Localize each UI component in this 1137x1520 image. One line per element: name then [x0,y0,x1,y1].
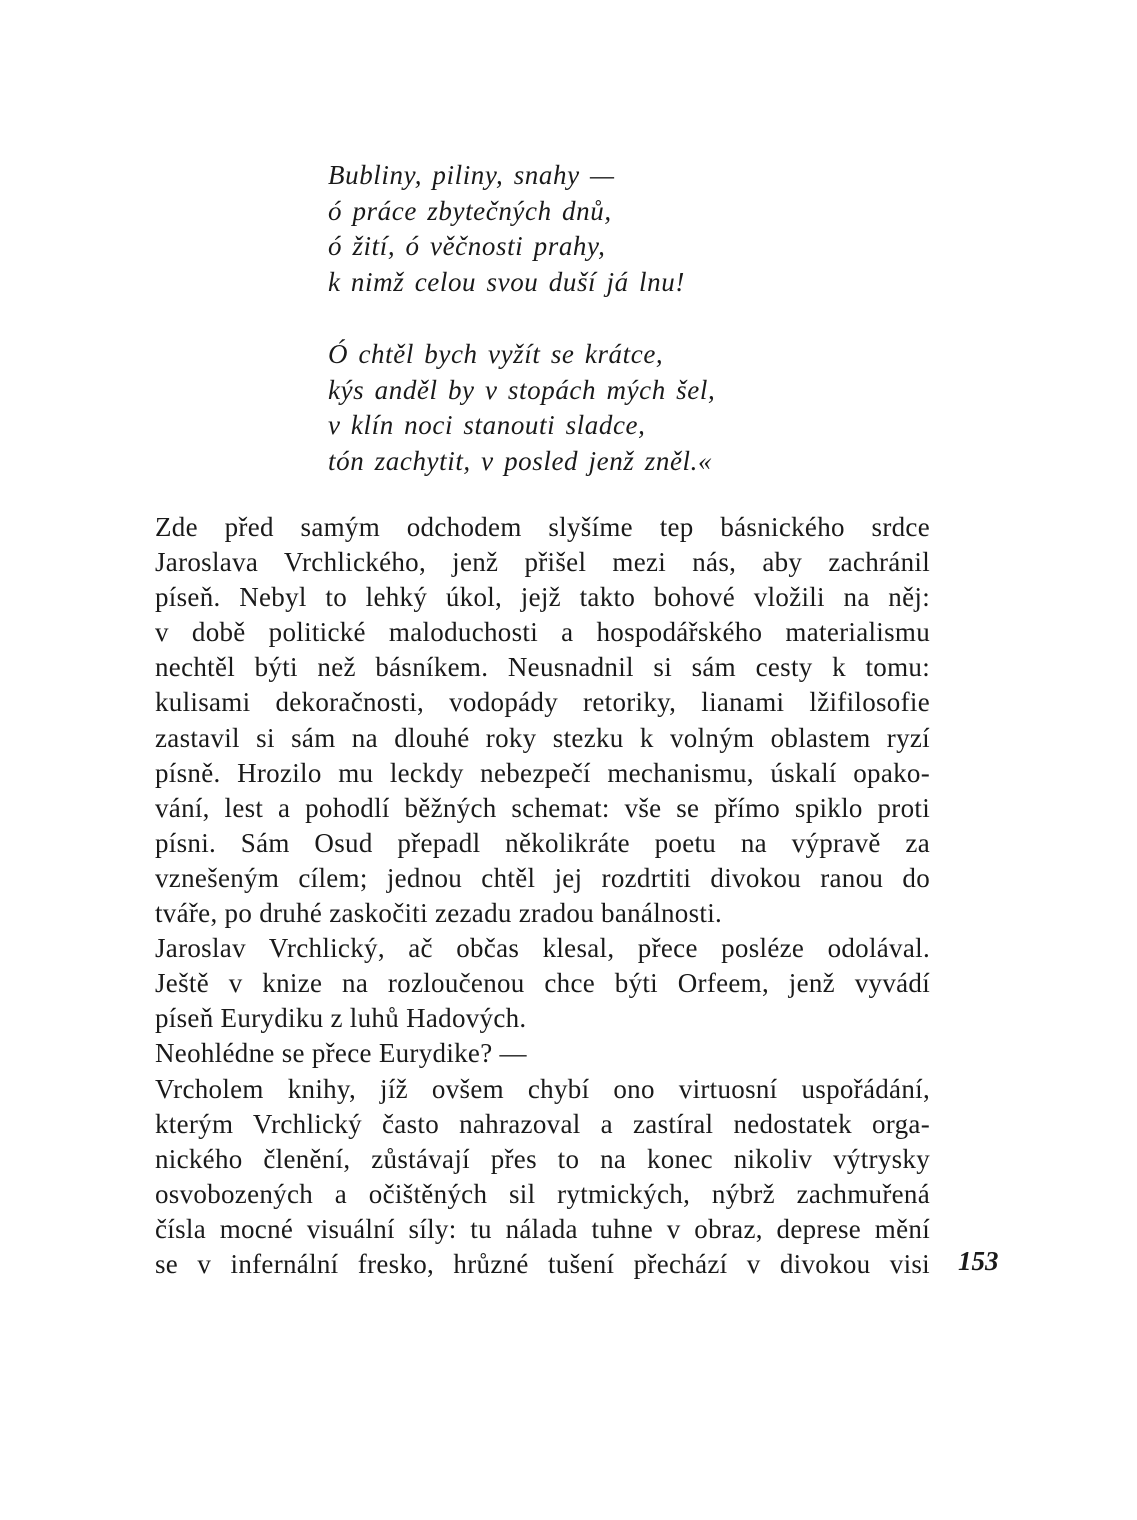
verse-line: Ó chtěl bych vyžít se krátce, [328,338,664,369]
paragraph-3 [155,1036,930,1071]
text-line: písni. Sám Osud přepadl několikráte poetu na výpravě za [155,827,930,858]
verse-line: v klín noci stanouti sladce, [328,410,646,441]
verse-line: ó práce zbytečných dnů, [328,195,612,226]
text-line: osvobozených a očištěných sil rytmických, nýbrž zachmuřená [155,1178,930,1209]
text-line: kulisami dekoračnosti, vodopády retoriky, lianami lžifilosofie [155,687,930,718]
verse-line: ó žití, ó věčnosti prahy, [328,231,606,262]
text-line: se v infernální fresko, hrůzné tušení přechází v divokou visi [155,1248,930,1279]
text-line: píseň Eurydiku z luhů Hadových. [155,1003,527,1034]
verse-line: Bubliny, piliny, snahy — [328,160,615,190]
text-line: Ještě v knize na rozloučenou chce býti Orfeem, jenž vyvádí [155,968,930,999]
poem-stanza-2 [328,337,848,480]
body-text [155,510,930,1282]
paragraph-1 [155,510,930,931]
verse-line: kýs anděl by v stopách mých šel, [328,374,716,405]
paragraph-4 [155,1072,930,1283]
text-line: písně. Hrozilo mu leckdy nebezpečí mechanismu, úskalí opako- [155,757,930,788]
poem-stanza-1 [328,158,848,301]
text-line: Jaroslava Vrchlického, jenž přišel mezi nás, aby zachránil [155,547,930,578]
text-line: nechtěl býti než básníkem. Neusnadnil si sám cesty k tomu: [155,652,930,683]
text-line: čísla mocné visuální síly: tu nálada tuhne v obraz, deprese mění [155,1213,930,1244]
text-line: zastavil si sám na dlouhé roky stezku k volným oblastem ryzí [155,722,930,753]
text-line: vznešeným cílem; jednou chtěl jej rozdrtiti divokou ranou do [155,862,930,893]
text-line: Jaroslav Vrchlický, ač občas klesal, přece posléze odolával. [155,933,930,964]
paragraph-2 [155,931,930,1036]
text-line: píseň. Nebyl to lehký úkol, jejž takto bohové vložili na něj: [155,582,930,613]
text-line: nického členění, zůstávají přes to na konec nikoliv výtrysky [155,1143,930,1174]
text-line: tváře, po druhé zaskočiti zezadu zradou banálnosti. [155,898,723,929]
text-line: vání, lest a pohodlí běžných schemat: vše se přímo spiklo proti [155,792,930,823]
verse-line: k nimž celou svou duší já lnu! [328,267,685,298]
text-line: kterým Vrchlický často nahrazoval a zastíral nedostatek orga- [155,1108,930,1139]
page-number: 153 [958,1246,999,1276]
text-line: Vrcholem knihy, jíž ovšem chybí ono virtuosní uspořádání, [155,1073,930,1104]
poem-excerpt [328,158,848,480]
text-line: v době politické maloduchosti a hospodářského materialismu [155,617,930,648]
text-line: Neohlédne se přece Eurydike? — [155,1038,527,1069]
text-line: Zde před samým odchodem slyšíme tep básnického srdce [155,512,930,542]
verse-line: tón zachytit, v posled jenž zněl.« [328,445,713,476]
